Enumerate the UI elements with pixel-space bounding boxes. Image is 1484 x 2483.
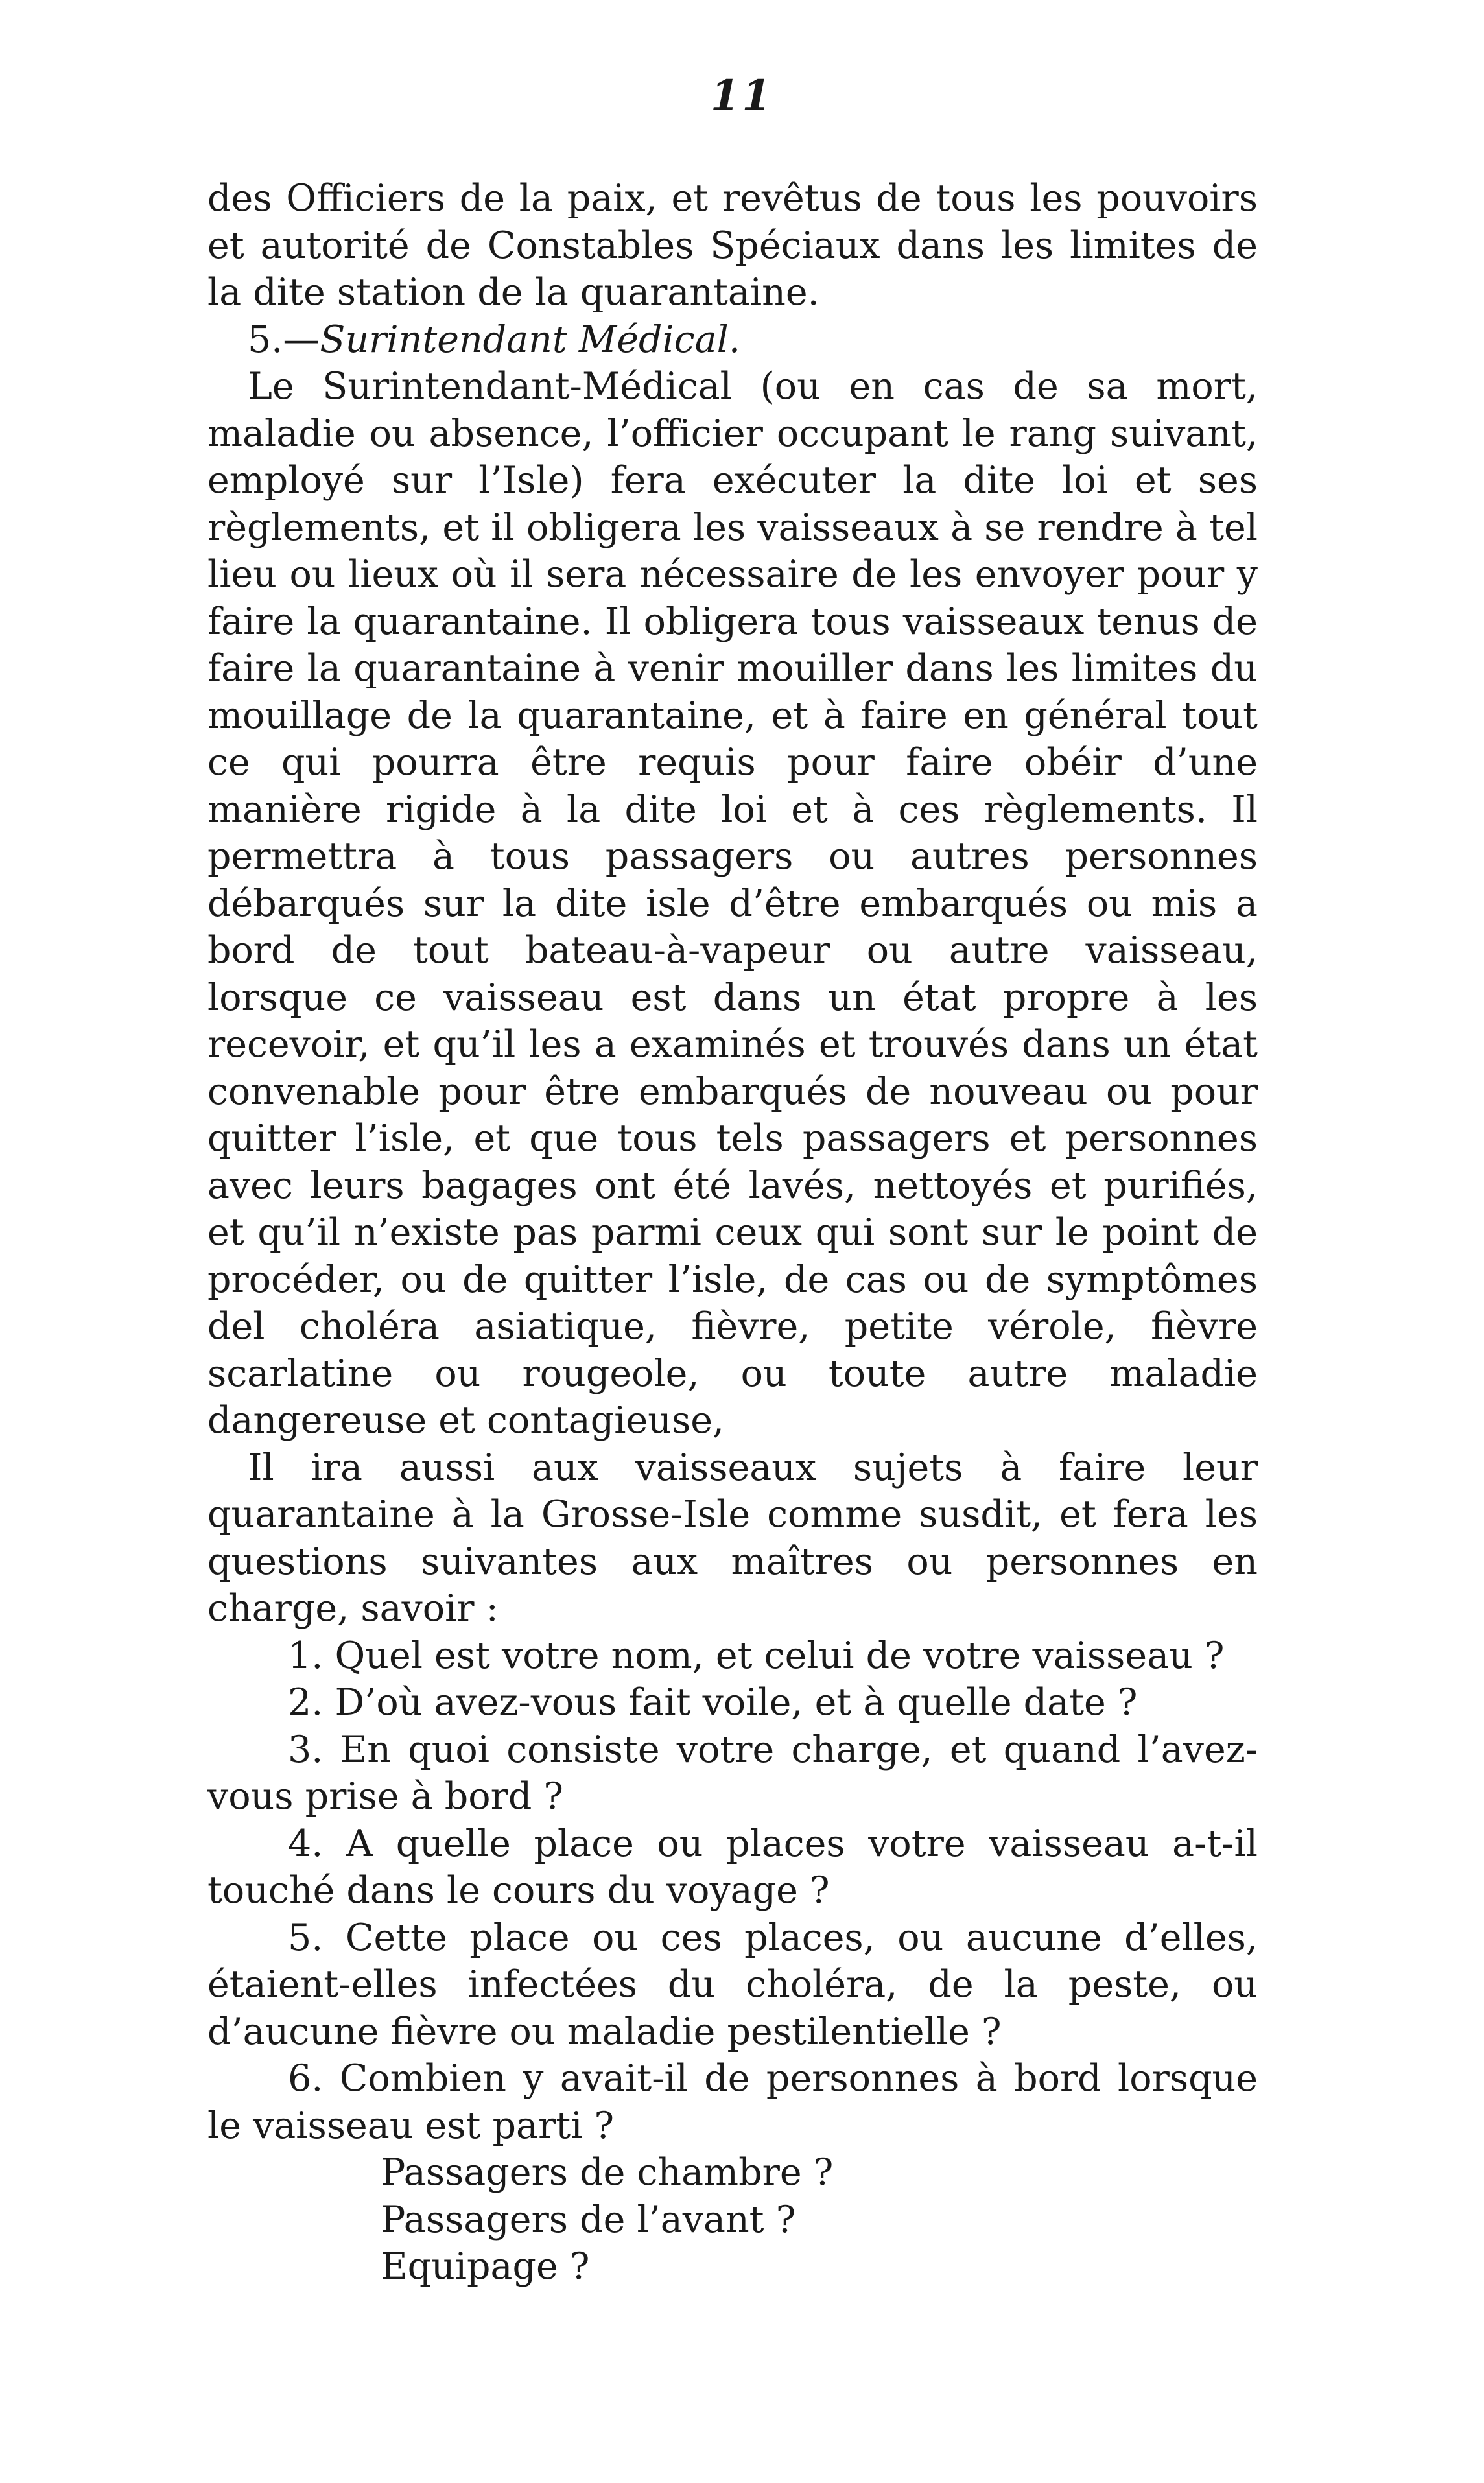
question-text: D’où avez-vous fait voile, et à quelle date ? [335,1681,1138,1724]
question-item [207,1726,1258,1820]
question-number: 6. [288,2057,324,2100]
question-number: 5. [288,1916,324,1959]
question-text: Combien y avait-il de personnes à bord lorsque le vaisseau est parti ? [207,2057,1258,2147]
section-number: 5.— [248,318,320,361]
question-item [207,1914,1258,2056]
paragraph-surintendant: Le Surintendant-Médical (ou en cas de sa mort, maladie ou absence, l’officier occupant le rang suivant, employé sur l’Isle) fera exécuter la dite loi et ses règlements, et il obligera les vaisseaux à se rendre à tel lieu ou lieux où il sera nécessaire de les envoyer pour y faire la quarantaine. Il obligera tous vaisseaux tenus de faire la quarantaine à venir mouiller dans les limites du mouillage de la quarantaine, et à faire en général tout ce qui pourra être requis pour faire obéir d’une manière rigide à la dite loi et à ces règlements. Il permettra à tous passagers ou autres personnes débarqués sur la dite isle d’être embarqués ou mis a bord de tout bateau-à-vapeur ou autre vaisseau, lorsque ce vaisseau est dans un état propre à les recevoir, et qu’il les a examinés et trouvés dans un état convenable pour être embarqués de nouveau ou pour quitter l’isle, et que tous tels passagers et personnes avec leurs bagages ont été lavés, nettoyés et purifiés, et qu’il n’existe pas parmi ceux qui sont sur le point de procéder, ou de quitter l’isle, de cas ou de symptômes del choléra asiatique, fièvre, petite vérole, fièvre scarlatine ou rougeole, ou toute autre maladie dangereuse et contagieuse, [207,365,1258,1442]
page-body [207,175,1258,2290]
question-item [207,1679,1258,1726]
question-item [207,1632,1258,1680]
question-number: 1. [288,1634,324,1677]
question-text: Quel est votre nom, et celui de votre vaisseau ? [335,1634,1225,1677]
question-number: 3. [288,1728,324,1771]
question-number: 4. [288,1822,324,1865]
paragraph-questions-intro: Il ira aussi aux vaisseaux sujets à faire leur quarantaine à la Grosse-Isle comme susdit, et fera les questions suivantes aux maîtres ou personnes en charge, savoir : [207,1446,1258,1630]
question-item [207,2055,1258,2149]
sub-question-cabin-passengers: Passagers de chambre ? [381,2151,834,2194]
sub-question-steerage-passengers: Passagers de l’avant ? [381,2198,796,2241]
opening-paragraph: des Officiers de la paix, et revêtus de tous les pouvoirs et autorité de Constables Spéciaux dans les limites de la dite station de la quarantaine. [207,177,1258,314]
question-item [207,1820,1258,1914]
question-text: A quelle place ou places votre vaisseau a-t-il touché dans le cours du voyage ? [207,1822,1258,1912]
question-text: En quoi consiste votre charge, et quand l’avez-vous prise à bord ? [207,1728,1258,1818]
question-text: Cette place ou ces places, ou aucune d’elles, étaient-elles infectées du choléra, de la peste, ou d’aucune fièvre ou maladie pestilentielle ? [207,1916,1258,2053]
section-title: Surintendant Médical. [320,318,740,361]
question-number: 2. [288,1681,324,1724]
page-number: 11 [710,71,774,120]
section-heading [207,316,1258,364]
sub-question-crew: Equipage ? [381,2245,590,2288]
